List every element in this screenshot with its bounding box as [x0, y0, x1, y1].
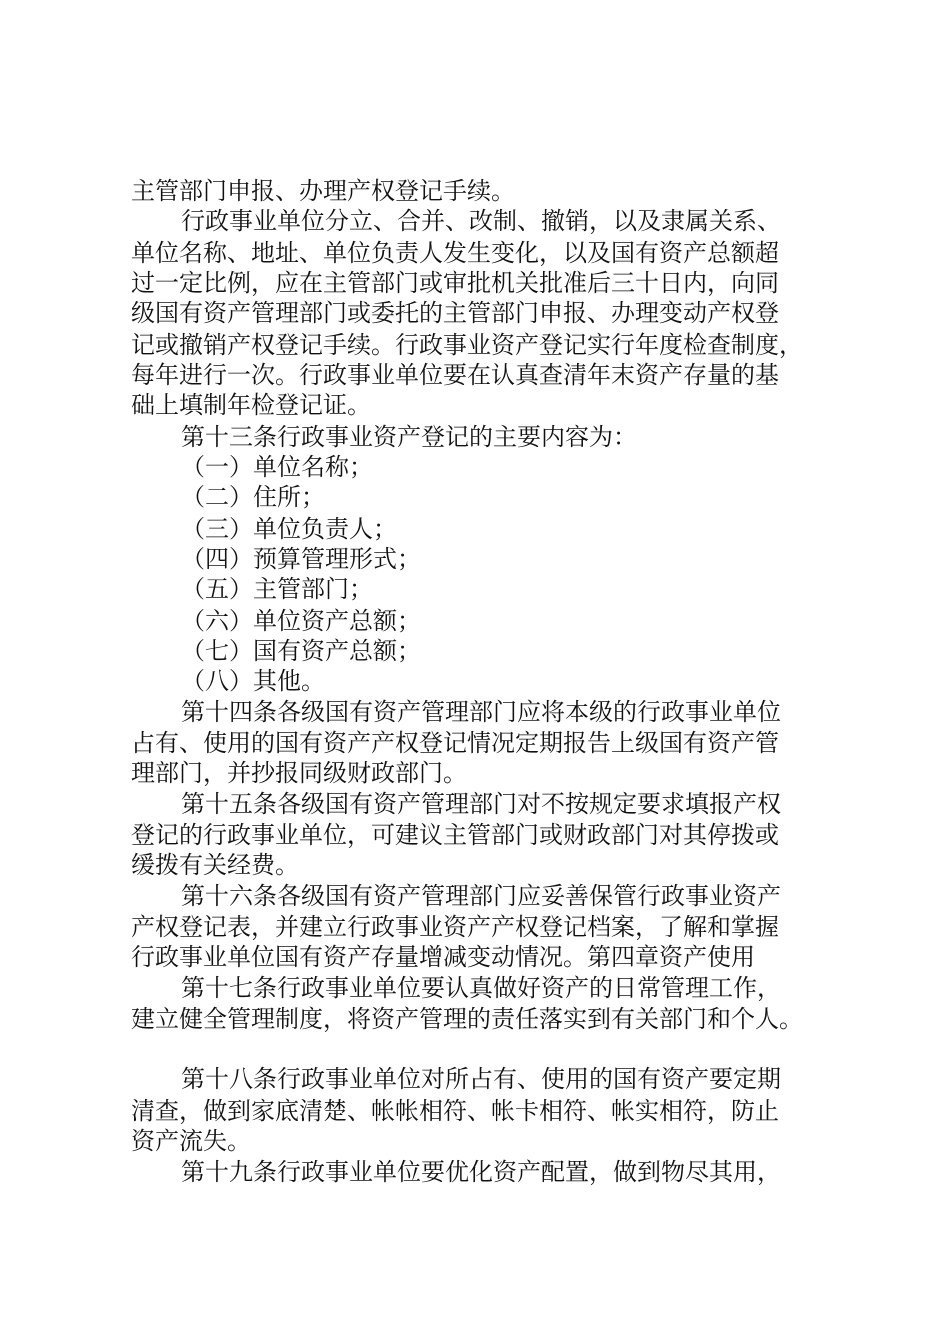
- text-line: 第十五条各级国有资产管理部门对不按规定要求填报产权: [181, 790, 781, 818]
- list-item: （六）单位资产总额；: [181, 607, 421, 635]
- list-item: （五）主管部门；: [181, 575, 373, 603]
- text-line: 第十六条各级国有资产管理部门应妥善保管行政事业资产: [181, 882, 781, 910]
- text-line: 清查，做到家底清楚、帐帐相符、帐卡相符、帐实相符，防止: [131, 1097, 779, 1125]
- text-line: 主管部门申报、办理产权登记手续。: [131, 177, 515, 205]
- text-line: 第十九条行政事业单位要优化资产配置，做到物尽其用，: [181, 1158, 781, 1186]
- list-item: （二）住所；: [181, 483, 325, 511]
- text-line: 行政事业单位分立、合并、改制、撤销，以及隶属关系、: [181, 207, 781, 235]
- text-line: 资产流失。: [131, 1127, 251, 1155]
- list-item: （三）单位负责人；: [181, 515, 397, 543]
- list-item: （七）国有资产总额；: [181, 637, 421, 665]
- text-line: 础上填制年检登记证。: [131, 391, 371, 419]
- text-line: 第十四条各级国有资产管理部门应将本级的行政事业单位: [181, 698, 781, 726]
- list-item: （四）预算管理形式；: [181, 545, 421, 573]
- text-line: 行政事业单位国有资产存量增减变动情况。第四章资产使用: [131, 943, 755, 971]
- text-line: 第十七条行政事业单位要认真做好资产的日常管理工作，: [181, 974, 781, 1002]
- text-line: 过一定比例，应在主管部门或审批机关批准后三十日内，向同: [131, 269, 779, 297]
- text-line: 建立健全管理制度，将资产管理的责任落实到有关部门和个人。: [131, 1005, 803, 1033]
- text-line: 理部门，并抄报同级财政部门。: [131, 759, 467, 787]
- text-line: 每年进行一次。行政事业单位要在认真查清年末资产存量的基: [131, 361, 779, 389]
- list-item: （一）单位名称；: [181, 453, 373, 481]
- text-line: 缓拨有关经费。: [131, 851, 299, 879]
- text-line: 级国有资产管理部门或委托的主管部门申报、办理变动产权登: [131, 299, 779, 327]
- text-line: 记或撤销产权登记手续。行政事业资产登记实行年度检查制度，: [131, 331, 803, 359]
- text-line: 占有、使用的国有资产产权登记情况定期报告上级国有资产管: [131, 729, 779, 757]
- text-line: 产权登记表，并建立行政事业资产产权登记档案，了解和掌握: [131, 913, 779, 941]
- text-line: 登记的行政事业单位，可建议主管部门或财政部门对其停拨或: [131, 821, 779, 849]
- text-line: 第十三条行政事业资产登记的主要内容为：: [181, 423, 637, 451]
- list-item: （八）其他。: [181, 667, 325, 695]
- text-line: 第十八条行政事业单位对所占有、使用的国有资产要定期: [181, 1065, 781, 1093]
- text-line: 单位名称、地址、单位负责人发生变化，以及国有资产总额超: [131, 239, 779, 267]
